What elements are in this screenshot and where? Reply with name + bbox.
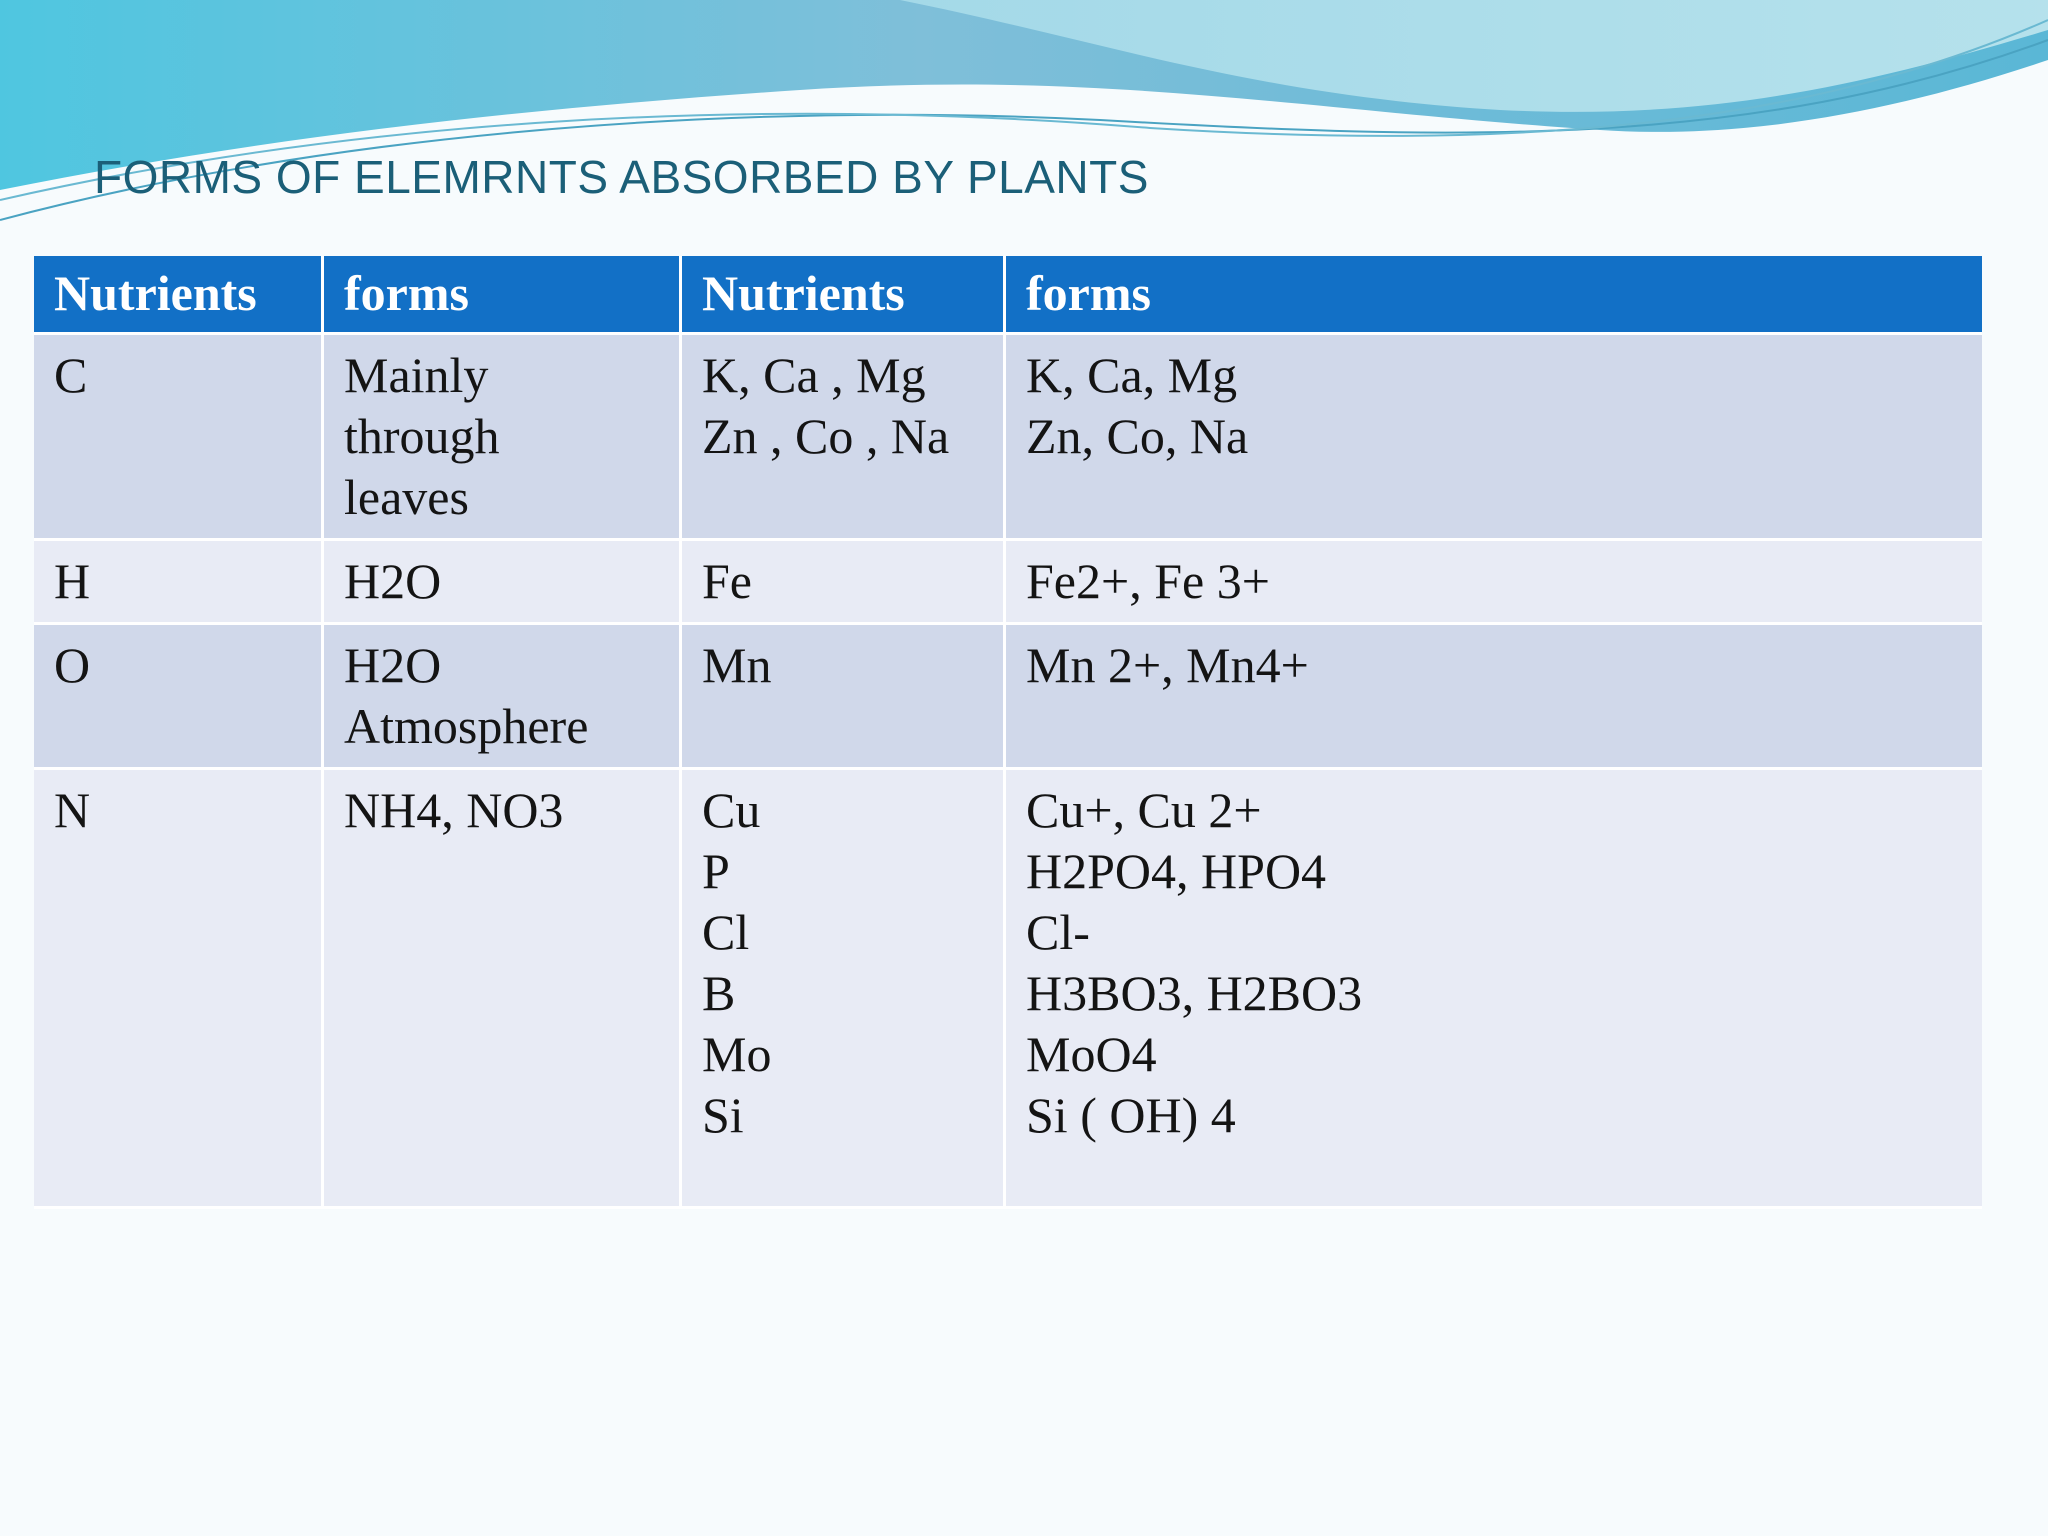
table-header-row — [34, 256, 1982, 335]
header-forms-1: forms — [324, 256, 682, 335]
cell-line: Zn , Co , Na — [702, 408, 950, 464]
cell-line: Cu+, Cu 2+ — [1026, 782, 1262, 838]
cell-line: H2PO4, HPO4 — [1026, 843, 1327, 899]
cell-form-secondary — [1006, 335, 1982, 541]
cell-line: Si ( OH) 4 — [1026, 1087, 1236, 1143]
cell-line: B — [702, 965, 736, 1021]
cell-line: Zn, Co, Na — [1026, 408, 1249, 464]
slide-title: FORMS OF ELEMRNTS ABSORBED BY PLANTS — [94, 151, 1149, 203]
cell-line: Si — [702, 1087, 744, 1143]
cell-line: Fe — [702, 553, 752, 609]
table-row — [34, 335, 1982, 541]
cell-line: NH4, NO3 — [344, 782, 564, 838]
cell-nutrient-primary — [34, 335, 324, 541]
cell-nutrient-secondary — [682, 625, 1006, 770]
header-nutrients-1: Nutrients — [34, 256, 324, 335]
cell-form-secondary — [1006, 770, 1982, 1209]
header-wave-decoration — [0, 0, 2048, 240]
cell-line: Mn 2+, Mn4+ — [1026, 637, 1309, 693]
header-nutrients-2: Nutrients — [682, 256, 1006, 335]
cell-line: through — [344, 408, 500, 464]
cell-line: Fe2+, Fe 3+ — [1026, 553, 1270, 609]
cell-line: K, Ca , Mg — [702, 347, 926, 403]
cell-line: Mn — [702, 637, 772, 693]
cell-form-primary — [324, 541, 682, 625]
cell-nutrient-secondary — [682, 541, 1006, 625]
cell-line: H3BO3, H2BO3 — [1026, 965, 1363, 1021]
cell-nutrient-secondary — [682, 770, 1006, 1209]
table-row — [34, 625, 1982, 770]
cell-nutrient-secondary — [682, 335, 1006, 541]
cell-line: N — [54, 782, 91, 838]
cell-form-secondary — [1006, 541, 1982, 625]
cell-line: Mainly — [344, 347, 489, 403]
cell-line: Cu — [702, 782, 761, 838]
cell-line: K, Ca, Mg — [1026, 347, 1238, 403]
cell-line: Cl — [702, 904, 750, 960]
cell-line: O — [54, 637, 91, 693]
cell-line: P — [702, 843, 730, 899]
cell-line: Mo — [702, 1026, 772, 1082]
cell-nutrient-primary — [34, 770, 324, 1209]
header-forms-2: forms — [1006, 256, 1982, 335]
cell-nutrient-primary — [34, 541, 324, 625]
cell-line: H2O — [344, 553, 442, 609]
cell-nutrient-primary — [34, 625, 324, 770]
cell-line: MoO4 — [1026, 1026, 1157, 1082]
table-row — [34, 541, 1982, 625]
cell-line: C — [54, 347, 88, 403]
cell-line: H2O — [344, 637, 442, 693]
cell-line: Cl- — [1026, 904, 1090, 960]
cell-form-primary — [324, 625, 682, 770]
cell-form-primary — [324, 335, 682, 541]
table-row — [34, 770, 1982, 1209]
cell-line: leaves — [344, 469, 469, 525]
cell-line: H — [54, 553, 91, 609]
cell-form-primary — [324, 770, 682, 1209]
cell-line: Atmosphere — [344, 698, 589, 754]
cell-form-secondary — [1006, 625, 1982, 770]
nutrient-forms-table — [34, 256, 1982, 1209]
